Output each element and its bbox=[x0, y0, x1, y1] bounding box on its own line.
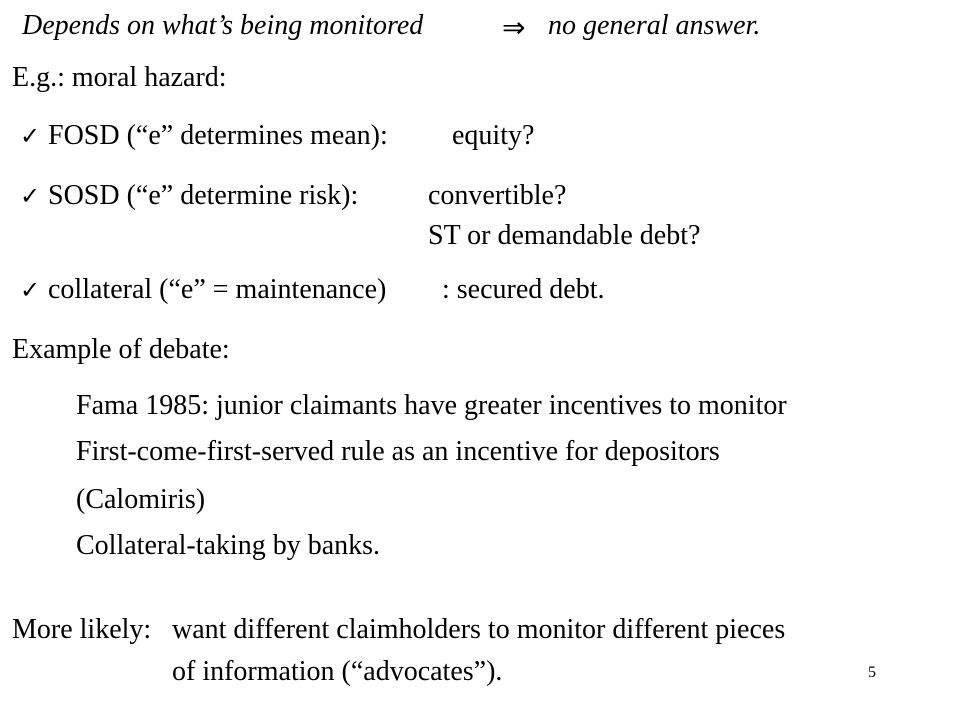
more-likely-line-1: want different claimholders to monitor different pieces bbox=[172, 614, 786, 645]
eg-label: E.g.: moral hazard: bbox=[12, 62, 227, 93]
example-line: Fama 1985: junior claimants have greater incentives to monitor bbox=[76, 390, 787, 421]
example-line: (Calomiris) bbox=[76, 484, 206, 515]
item-sosd-label: SOSD (“e” determine risk): bbox=[48, 180, 359, 211]
more-likely-line-2: of information (“advocates”). bbox=[172, 656, 503, 687]
check-icon: ✓ bbox=[20, 276, 41, 304]
item-sosd-value: convertible? bbox=[428, 180, 567, 211]
page-number: 5 bbox=[868, 664, 876, 681]
example-line: Collateral-taking by banks. bbox=[76, 530, 381, 561]
check-icon: ✓ bbox=[20, 182, 41, 210]
item-fosd-value: equity? bbox=[452, 120, 535, 151]
example-line: First-come-first-served rule as an incentive for depositors bbox=[76, 436, 720, 467]
implies-arrow-icon: ⇒ bbox=[502, 11, 526, 44]
check-icon: ✓ bbox=[20, 122, 41, 150]
item-fosd-label: FOSD (“e” determines mean): bbox=[48, 120, 388, 151]
header-left-text: Depends on what’s being monitored bbox=[22, 10, 424, 41]
example-label: Example of debate: bbox=[12, 334, 230, 365]
header-right-text: no general answer. bbox=[548, 10, 761, 41]
more-likely-label: More likely: bbox=[12, 614, 152, 645]
item-collateral-value: : secured debt. bbox=[442, 274, 605, 305]
item-collateral-label: collateral (“e” = maintenance) bbox=[48, 274, 387, 305]
item-sosd-value2: ST or demandable debt? bbox=[428, 220, 701, 251]
